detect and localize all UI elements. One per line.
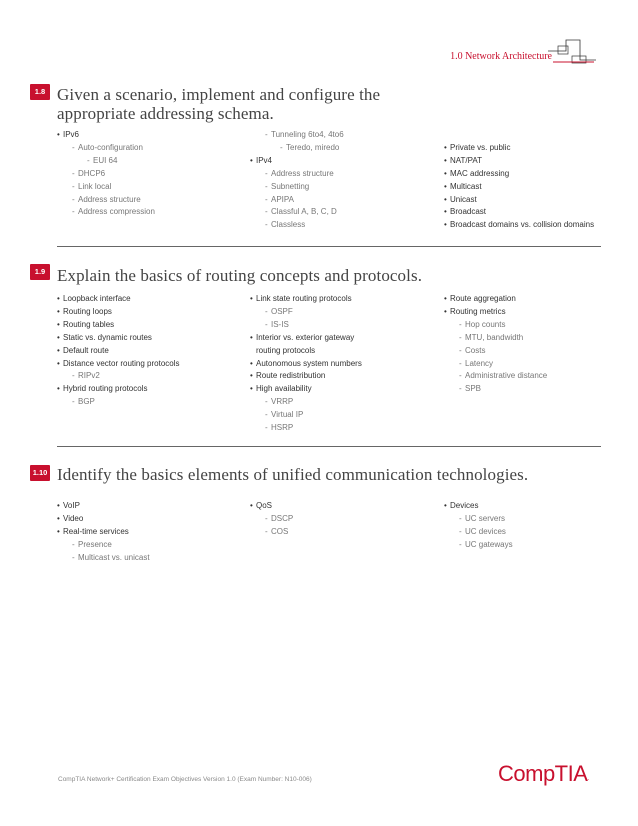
- dash-icon: -: [72, 371, 75, 381]
- objective-text: Teredo, miredo: [286, 142, 340, 152]
- objective-subitem: [250, 422, 362, 435]
- dash-icon: -: [72, 552, 75, 562]
- bullet-icon: •: [444, 220, 447, 230]
- bullet-icon: •: [57, 130, 60, 139]
- dash-icon: -: [459, 332, 462, 342]
- objective-text: VoIP: [63, 501, 80, 510]
- dash-icon: -: [459, 513, 462, 523]
- bullet-icon: •: [444, 207, 447, 217]
- objective-item: [57, 513, 150, 526]
- objective-subitem: [250, 168, 344, 181]
- spacer-line: [444, 129, 594, 142]
- objective-text: Devices: [450, 501, 479, 510]
- dash-icon: -: [459, 319, 462, 329]
- objective-item: [444, 194, 594, 207]
- bullet-icon: •: [250, 371, 253, 381]
- objective-text: Private vs. public: [450, 142, 511, 152]
- objective-text: DSCP: [271, 513, 294, 523]
- dash-icon: -: [72, 181, 75, 191]
- objective-item: [250, 358, 362, 371]
- objective-text: RIPv2: [78, 371, 100, 381]
- objective-text: UC devices: [465, 526, 506, 536]
- objective-text: routing protocols: [256, 345, 316, 355]
- dash-icon: -: [265, 306, 268, 316]
- objective-item: [250, 293, 362, 306]
- objective-text: IS-IS: [271, 319, 289, 329]
- objective-item: [444, 155, 594, 168]
- objective-subitem: [57, 181, 155, 194]
- objective-subitem: [444, 539, 513, 552]
- dash-icon: -: [459, 384, 462, 394]
- objective-text: Interior vs. exterior gateway: [256, 332, 355, 342]
- objective-text: HSRP: [271, 423, 294, 433]
- objective-text: Autonomous system numbers: [256, 358, 362, 368]
- objective-subitem: [57, 396, 180, 409]
- objective-text: Multicast vs. unicast: [78, 552, 150, 562]
- objective-text: IPv4: [256, 155, 273, 165]
- objective-text: VRRP: [271, 397, 294, 407]
- objective-item: [444, 293, 547, 306]
- dash-icon: -: [72, 142, 75, 152]
- bullet-icon: •: [444, 142, 447, 152]
- section-title: Given a scenario, implement and configure the appropriate addressing schema.: [57, 85, 381, 123]
- bullet-icon: •: [250, 501, 253, 510]
- header-label: 1.0 Network Architecture: [450, 51, 552, 62]
- network-diagram-icon: [548, 36, 598, 66]
- objective-column-2: [250, 129, 344, 232]
- objective-item: [57, 358, 180, 371]
- objective-text: Routing loops: [63, 306, 112, 316]
- objective-text: DHCP6: [78, 168, 106, 178]
- dash-icon: -: [459, 539, 462, 549]
- dash-icon: -: [72, 397, 75, 407]
- dash-icon: -: [72, 168, 75, 178]
- dash-icon: -: [72, 194, 75, 204]
- objective-item: [57, 345, 180, 358]
- bullet-icon: •: [57, 294, 60, 303]
- objective-text: Hop counts: [465, 319, 506, 329]
- bullet-icon: •: [57, 384, 60, 394]
- objective-text: COS: [271, 526, 289, 536]
- dash-icon: -: [459, 358, 462, 368]
- dash-icon: -: [265, 181, 268, 191]
- bullet-icon: •: [250, 155, 253, 165]
- objective-item: [57, 500, 150, 513]
- objective-subitem: [57, 194, 155, 207]
- dash-icon: -: [265, 319, 268, 329]
- bullet-icon: •: [444, 168, 447, 178]
- bullet-icon: •: [250, 332, 253, 342]
- objective-item: [444, 142, 594, 155]
- objective-text: Routing metrics: [450, 306, 506, 316]
- objective-subitem: [250, 206, 344, 219]
- objective-subitem: [57, 539, 150, 552]
- objective-item: [250, 155, 344, 168]
- objective-text: Distance vector routing protocols: [63, 358, 180, 368]
- objective-text: Route aggregation: [450, 294, 516, 303]
- objective-item: [250, 332, 362, 345]
- objective-column-3: [444, 500, 513, 552]
- objective-text: Auto-configuration: [78, 142, 143, 152]
- bullet-icon: •: [444, 181, 447, 191]
- objective-subitem: [57, 142, 155, 155]
- objective-subitem: [57, 370, 180, 383]
- dash-icon: -: [87, 155, 90, 165]
- objective-text: BGP: [78, 397, 95, 407]
- objective-column-2: [250, 293, 362, 435]
- objective-text: Address structure: [271, 168, 334, 178]
- bullet-icon: •: [250, 384, 253, 394]
- objective-item: [444, 306, 547, 319]
- bullet-icon: •: [57, 345, 60, 355]
- bullet-icon: •: [444, 501, 447, 510]
- objective-subsubitem: [250, 142, 344, 155]
- objective-subitem: [250, 409, 362, 422]
- objective-subitem: [444, 513, 513, 526]
- dash-icon: -: [265, 168, 268, 178]
- objective-text: Classless: [271, 220, 306, 230]
- objective-text: Real-time services: [63, 526, 129, 536]
- objective-column-1: [57, 129, 155, 219]
- objective-item: [57, 319, 180, 332]
- dash-icon: -: [265, 194, 268, 204]
- dash-icon: -: [265, 526, 268, 536]
- objective-text: Administrative distance: [465, 371, 548, 381]
- objective-text: EUI 64: [93, 155, 118, 165]
- bullet-icon: •: [444, 306, 447, 316]
- bullet-icon: •: [57, 332, 60, 342]
- objective-text: Tunneling 6to4, 4to6: [271, 130, 344, 139]
- objective-text: SPB: [465, 384, 482, 394]
- section-title: Identify the basics elements of unified communication technologies.: [57, 465, 529, 484]
- objective-subitem: [57, 206, 155, 219]
- objective-subsubitem: [57, 155, 155, 168]
- objective-text: Hybrid routing protocols: [63, 384, 148, 394]
- objective-text: Default route: [63, 345, 109, 355]
- dash-icon: -: [265, 397, 268, 407]
- objective-subitem: [444, 383, 547, 396]
- objective-subitem: [250, 319, 362, 332]
- objective-text: NAT/PAT: [450, 155, 482, 165]
- objective-item: [444, 181, 594, 194]
- objective-column-2: [250, 500, 293, 539]
- bullet-icon: •: [444, 194, 447, 204]
- dash-icon: -: [265, 207, 268, 217]
- objective-subitem: [250, 396, 362, 409]
- objective-text: Latency: [465, 358, 494, 368]
- objective-item: [444, 500, 513, 513]
- objective-text: MTU, bandwidth: [465, 332, 524, 342]
- objective-item: [250, 500, 293, 513]
- objective-subitem: [444, 332, 547, 345]
- dash-icon: -: [72, 539, 75, 549]
- section-divider: [57, 246, 601, 247]
- bullet-icon: •: [57, 526, 60, 536]
- footer-text: CompTIA Network+ Certification Exam Objectives Version 1.0 (Exam Number: N10-006): [58, 776, 312, 783]
- objective-text: IPv6: [63, 130, 80, 139]
- section-title: Explain the basics of routing concepts and protocols.: [57, 266, 423, 285]
- bullet-icon: •: [57, 358, 60, 368]
- objective-subitem: [444, 370, 547, 383]
- objective-text: Unicast: [450, 194, 477, 204]
- objective-item-continued: [250, 345, 362, 358]
- objective-item: [250, 383, 362, 396]
- objective-text: MAC addressing: [450, 168, 510, 178]
- objective-item: [57, 306, 180, 319]
- logo-mark: .: [587, 776, 589, 782]
- bullet-icon: •: [57, 513, 60, 523]
- bullet-icon: •: [57, 319, 60, 329]
- dash-icon: -: [459, 345, 462, 355]
- bullet-icon: •: [250, 358, 253, 368]
- section-number-badge: 1.9: [30, 264, 50, 280]
- objective-item: [57, 293, 180, 306]
- section-number-badge: 1.8: [30, 84, 50, 100]
- objective-column-3: [444, 129, 594, 232]
- comptia-logo: [498, 761, 589, 787]
- objective-subitem: [444, 358, 547, 371]
- objective-subitem: [250, 181, 344, 194]
- objective-subitem: [250, 194, 344, 207]
- objective-text: Link local: [78, 181, 112, 191]
- logo-text: CompTIA: [498, 761, 588, 786]
- objective-item: [57, 526, 150, 539]
- objective-subitem: [57, 552, 150, 565]
- objective-text: Link state routing protocols: [256, 294, 352, 303]
- objective-text: Classful A, B, C, D: [271, 207, 337, 217]
- objective-text: Routing tables: [63, 319, 115, 329]
- objective-subitem: [250, 513, 293, 526]
- objective-text: High availability: [256, 384, 312, 394]
- bullet-icon: •: [57, 501, 60, 510]
- dash-icon: -: [265, 410, 268, 420]
- objective-text: APIPA: [271, 194, 294, 204]
- dash-icon: -: [72, 207, 75, 217]
- objective-item: [444, 219, 594, 232]
- objective-text: UC servers: [465, 513, 506, 523]
- dash-icon: -: [265, 513, 268, 523]
- objective-item: [250, 370, 362, 383]
- objective-item: [444, 206, 594, 219]
- objective-item: [444, 168, 594, 181]
- objective-text: UC gateways: [465, 539, 513, 549]
- objective-subitem: [250, 219, 344, 232]
- bullet-icon: •: [250, 294, 253, 303]
- objective-text: Subnetting: [271, 181, 310, 191]
- objective-text: Route redistribution: [256, 371, 326, 381]
- section-divider: [57, 446, 601, 447]
- dash-icon: -: [265, 220, 268, 230]
- section-number-badge: 1.10: [30, 465, 50, 481]
- objective-text: Video: [63, 513, 84, 523]
- dash-icon: -: [459, 526, 462, 536]
- dash-icon: -: [265, 423, 268, 433]
- objective-column-3: [444, 293, 547, 396]
- objective-item: [57, 332, 180, 345]
- objective-column-1: [57, 500, 150, 565]
- objective-text: Address structure: [78, 194, 141, 204]
- objective-subitem: [250, 129, 344, 142]
- objective-subitem: [444, 345, 547, 358]
- objective-subitem: [250, 306, 362, 319]
- objective-text: QoS: [256, 501, 273, 510]
- bullet-icon: •: [57, 306, 60, 316]
- objective-text: Multicast: [450, 181, 482, 191]
- objective-item: [57, 129, 155, 142]
- objective-text: Address compression: [78, 207, 155, 217]
- objective-text: Static vs. dynamic routes: [63, 332, 152, 342]
- objective-subitem: [250, 526, 293, 539]
- objective-subitem: [444, 526, 513, 539]
- dash-icon: -: [265, 130, 268, 139]
- objective-subitem: [444, 319, 547, 332]
- bullet-icon: •: [444, 294, 447, 303]
- objective-subitem: [57, 168, 155, 181]
- objective-text: Loopback interface: [63, 294, 131, 303]
- objective-text: Presence: [78, 539, 112, 549]
- objective-text: OSPF: [271, 306, 293, 316]
- dash-icon: -: [280, 142, 283, 152]
- objective-column-1: [57, 293, 180, 409]
- bullet-icon: •: [444, 155, 447, 165]
- objective-item: [57, 383, 180, 396]
- objective-text: Broadcast: [450, 207, 487, 217]
- objective-text: Virtual IP: [271, 410, 304, 420]
- objective-text: Broadcast domains vs. collision domains: [450, 220, 595, 230]
- dash-icon: -: [459, 371, 462, 381]
- objective-text: Costs: [465, 345, 486, 355]
